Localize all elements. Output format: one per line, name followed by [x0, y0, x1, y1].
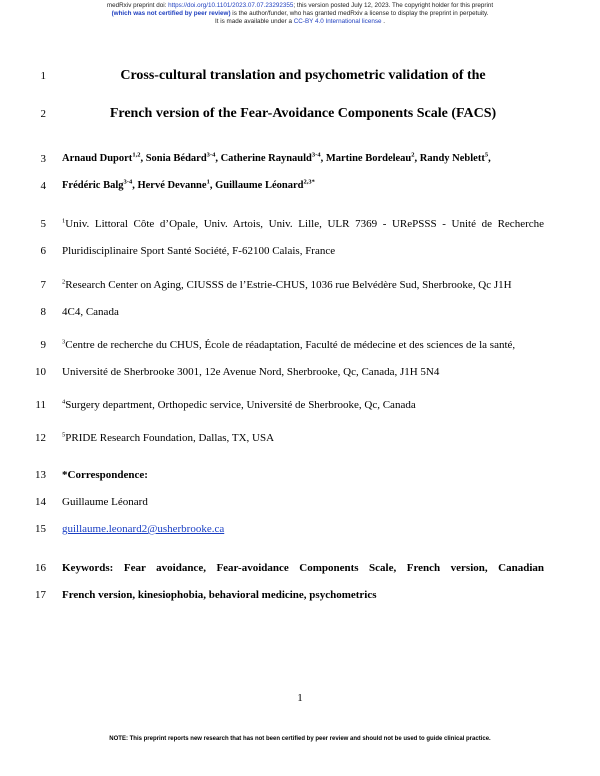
- author-list-line-1: Arnaud Duport$^{1,2}$, Sonia Bédard$^{3-4}$, Catherine Raynauld$^{3-4}$, Martine Bordeleau$^2$, Randy Neblett$^5$,: [62, 151, 491, 164]
- line-number: 6: [40, 245, 46, 257]
- line-number: 17: [35, 589, 46, 601]
- affiliation-3-line-1: [62, 339, 544, 351]
- author: Randy Neblett: [419, 153, 485, 164]
- author-affiliation-sup: 2: [411, 151, 415, 159]
- affiliation-1-line-2: Pluridisciplinaire Sport Santé Société, F-62100 Calais, France: [62, 245, 336, 257]
- preprint-footer-note: NOTE: This preprint reports new research that has not been certified by peer review and should not be used to guide clinical practice.: [109, 736, 491, 742]
- affiliation-1-line-1: [62, 218, 544, 230]
- affiliation-number: 1: [62, 217, 66, 225]
- line-number: 9: [40, 339, 46, 351]
- affiliation-5: [62, 432, 544, 444]
- banner-text: .: [381, 18, 385, 25]
- line-number: 16: [35, 562, 46, 574]
- line-number: 14: [35, 496, 46, 508]
- line-number: 3: [40, 153, 46, 165]
- preprint-banner: [0, 2, 600, 26]
- author: Hervé Devanne: [137, 180, 207, 191]
- keywords-line-1: [62, 562, 544, 574]
- author: Catherine Raynauld: [220, 153, 312, 164]
- affiliation-number: 2: [62, 278, 66, 286]
- license-link[interactable]: CC-BY 4.0 International license: [293, 18, 382, 25]
- affiliation-text: Surgery department, Orthopedic service, Université de Sherbrooke, Qc, Canada: [65, 399, 416, 411]
- line-number: 2: [40, 108, 46, 120]
- banner-text: is the author/funder, who has granted medRxiv a license to display the preprint in perpetuity.: [230, 10, 489, 17]
- correspondence-email-line: [62, 523, 544, 535]
- paper-title-line-1: Cross-cultural translation and psychometric validation of the: [120, 68, 486, 83]
- affiliation-3-line-2: Université de Sherbrooke 3001, 12e Avenue Nord, Sherbrooke, Qc, Canada, J1H 5N4: [62, 366, 440, 378]
- author-affiliation-sup: 5: [484, 151, 489, 159]
- affiliation-text: Research Center on Aging, CIUSSS de l’Estrie-CHUS, 1036 rue Belvédère Sud, Sherbrooke, Qc J1H: [65, 279, 512, 291]
- affiliation-text: Centre de recherche du CHUS, École de réadaptation, Faculté de médecine et des sciences de la santé,: [65, 339, 516, 351]
- page-number: 1: [297, 692, 303, 704]
- not-certified-note: (which was not certified by peer review): [111, 10, 231, 17]
- affiliation-2-line-1: [62, 279, 544, 291]
- affiliation-number: 3: [62, 338, 66, 346]
- author-affiliation-sup: 3-4: [123, 178, 133, 186]
- doi-link[interactable]: https://doi.org/10.1101/2023.07.07.23292355: [168, 2, 294, 9]
- line-number: 4: [40, 180, 46, 192]
- author-affiliation-sup: 1: [206, 178, 210, 186]
- correspondence-name: Guillaume Léonard: [62, 496, 148, 508]
- affiliation-2-line-2: 4C4, Canada: [62, 306, 119, 318]
- author: Arnaud Duport: [62, 153, 133, 164]
- author: Martine Bordeleau: [325, 153, 412, 164]
- line-number: 13: [35, 469, 46, 481]
- author-affiliation-sup: 2,3*: [303, 178, 315, 186]
- line-number: 11: [35, 399, 46, 411]
- banner-text: medRxiv preprint doi:: [106, 2, 169, 9]
- email-link[interactable]: guillaume.leonard2@usherbrooke.ca: [62, 523, 225, 535]
- author-affiliation-sup: 3-4: [206, 151, 216, 159]
- line-number: 7: [40, 279, 46, 291]
- line-number: 10: [35, 366, 46, 378]
- line-number: 8: [40, 306, 46, 318]
- author: Guillaume Léonard: [215, 180, 304, 191]
- affiliation-4: [62, 399, 544, 411]
- keywords-line-2: French version, kinesiophobia, behavioral medicine, psychometrics: [62, 589, 377, 601]
- line-number: 1: [40, 70, 46, 82]
- line-number: 12: [35, 432, 46, 444]
- paper-title-line-2: French version of the Fear-Avoidance Components Scale (FACS): [109, 106, 497, 121]
- author-list-line-2: Frédéric Balg$^{3-4}$, Hervé Devanne$^1$, Guillaume Léonard$^{2,3*}$: [62, 178, 315, 191]
- affiliation-text: Univ. Littoral Côte d’Opale, Univ. Artois, Univ. Lille, ULR 7369 - URePSSS - Unité de Recherche: [65, 218, 544, 230]
- author-affiliation-sup: 3-4: [311, 151, 321, 159]
- author: Frédéric Balg: [62, 180, 124, 191]
- line-number: 5: [40, 218, 46, 230]
- author-affiliation-sup: 1,2: [132, 151, 141, 159]
- correspondence-heading: *Correspondence:: [62, 469, 148, 481]
- affiliation-number: 5: [62, 431, 66, 439]
- keywords-label: Keywords:: [62, 562, 114, 574]
- line-number: 15: [35, 523, 46, 535]
- banner-text: ; this version posted July 12, 2023. The copyright holder for this preprint: [293, 2, 494, 9]
- banner-text: It is made available under a: [214, 18, 294, 25]
- author: Sonia Bédard: [145, 153, 207, 164]
- keywords-text: Fear avoidance, Fear-avoidance Components Scale, French version, Canadian: [123, 562, 544, 574]
- affiliation-number: 4: [62, 398, 66, 406]
- affiliation-text: PRIDE Research Foundation, Dallas, TX, USA: [65, 432, 275, 444]
